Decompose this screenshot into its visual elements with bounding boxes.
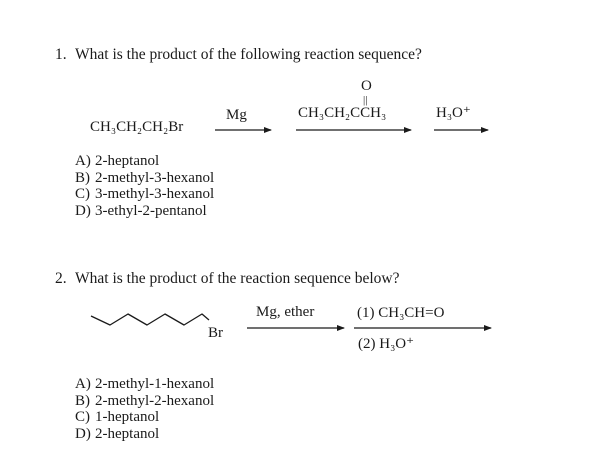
q1-reagent-ketone: CH₃CH₂CCH₃ bbox=[298, 105, 387, 121]
q2-choice-d[interactable]: D) 2-heptanol bbox=[75, 425, 160, 442]
q2-reagent-mg-ether: Mg, ether bbox=[256, 304, 315, 320]
q2-bromine-label: Br bbox=[208, 325, 223, 341]
q2-step2-acid: (2) H₃O⁺ bbox=[358, 336, 415, 352]
q1-choice-c[interactable]: C) 3-methyl-3-hexanol bbox=[75, 186, 215, 202]
q1-reactant: CH₃CH₂CH₂Br bbox=[90, 119, 184, 135]
q2-choice-b[interactable]: B) 2-methyl-2-hexanol bbox=[75, 392, 215, 409]
q2-step1-acetaldehyde: (1) CH₃CH=O bbox=[357, 305, 445, 321]
q1-choice-a[interactable]: A) 2-heptanol bbox=[75, 153, 160, 169]
q1-ketone-double-bond: || bbox=[363, 94, 368, 106]
q1-ketone-oxygen: O bbox=[361, 78, 372, 94]
q1-reagent-mg: Mg bbox=[226, 107, 247, 123]
q1-choice-d[interactable]: D) 3-ethyl-2-pentanol bbox=[75, 202, 207, 219]
q2-skeletal-chain bbox=[91, 314, 209, 325]
q2-choice-a[interactable]: A) 2-methyl-1-hexanol bbox=[75, 376, 215, 392]
q1-prompt: What is the product of the following reaction sequence? bbox=[75, 46, 422, 63]
q2-choice-c[interactable]: C) 1-heptanol bbox=[75, 409, 160, 425]
q1-reagent-acid: H₃O⁺ bbox=[436, 105, 471, 121]
q1-number: 1. bbox=[55, 46, 67, 63]
q1-choice-b[interactable]: B) 2-methyl-3-hexanol bbox=[75, 169, 215, 186]
q2-number: 2. bbox=[55, 270, 67, 287]
q2-prompt: What is the product of the reaction sequence below? bbox=[75, 270, 400, 287]
